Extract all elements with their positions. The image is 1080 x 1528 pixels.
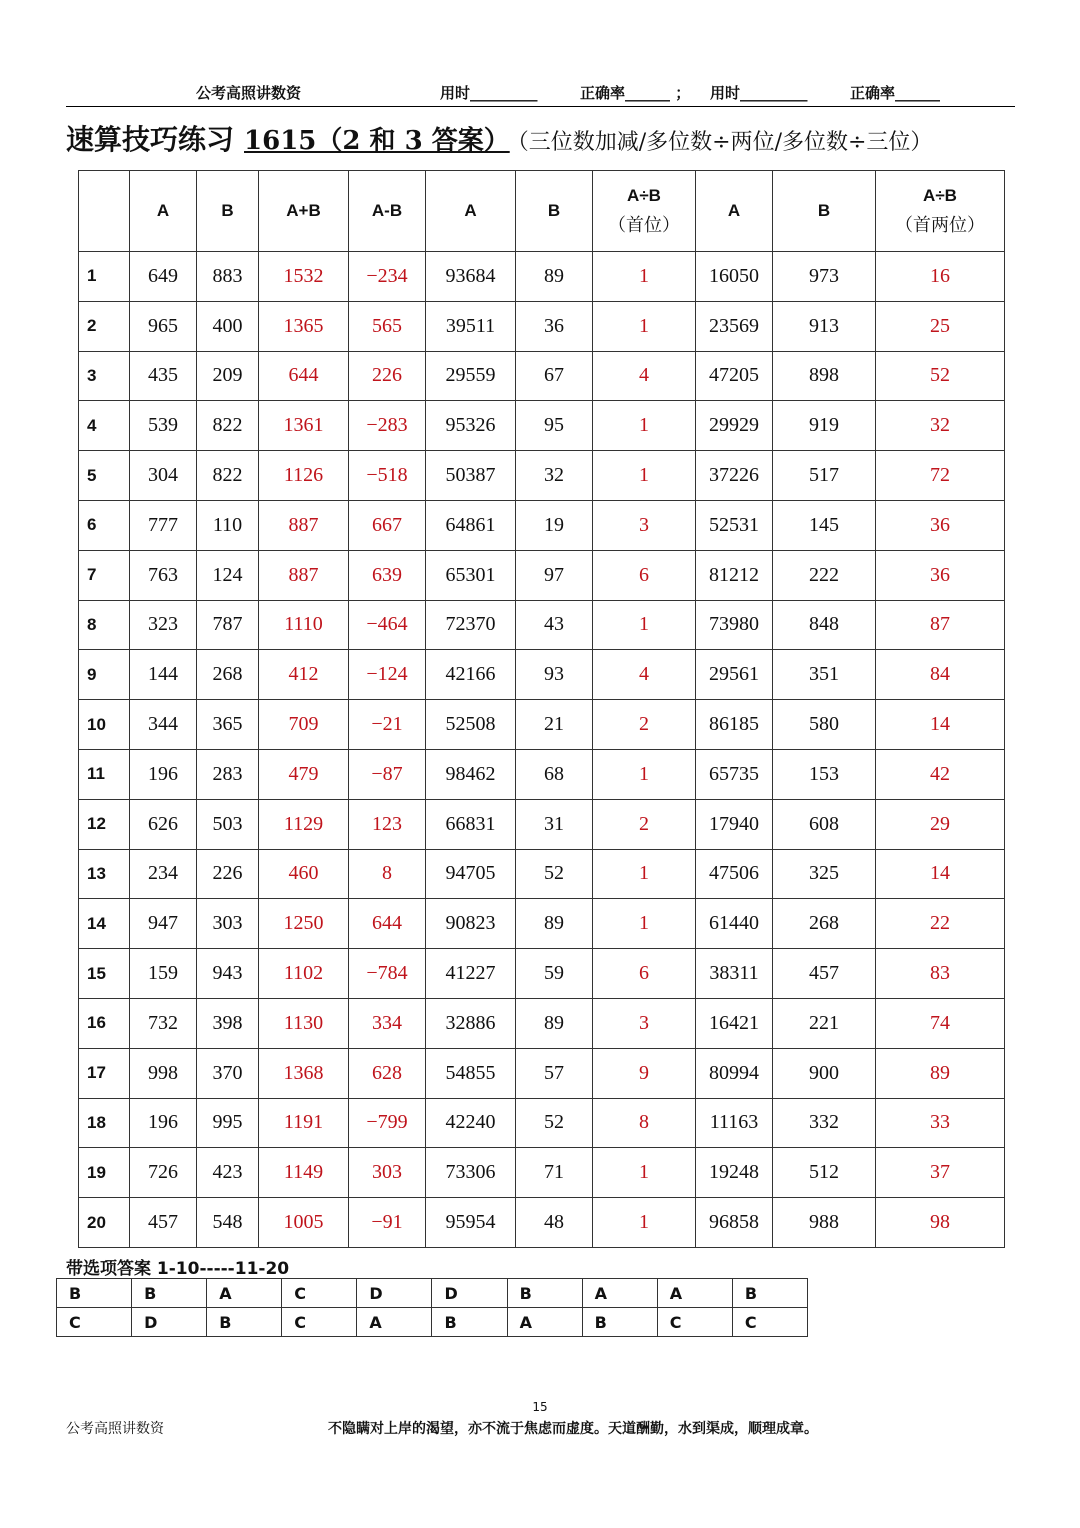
div1-answer: 6 <box>593 550 696 600</box>
a3-value: 38311 <box>696 949 773 999</box>
b2-value: 48 <box>516 1198 593 1248</box>
table-row <box>79 650 1005 700</box>
header-brand: 公考高照讲数资 <box>196 84 302 102</box>
a2-value: 66831 <box>426 799 516 849</box>
a3-value: 96858 <box>696 1198 773 1248</box>
sum-answer: 1129 <box>259 799 349 849</box>
b2-value: 89 <box>516 252 593 302</box>
options-row-11-20 <box>57 1308 808 1337</box>
option-answer-cell: B <box>732 1279 807 1308</box>
row-index: 3 <box>79 351 130 401</box>
option-answer-cell: B <box>207 1308 282 1337</box>
diff-answer: −799 <box>349 1098 426 1148</box>
row-index: 9 <box>79 650 130 700</box>
a3-value: 37226 <box>696 451 773 501</box>
sum-answer: 887 <box>259 550 349 600</box>
a1-value: 947 <box>130 899 197 949</box>
practice-table <box>78 170 1005 1248</box>
a2-value: 64861 <box>426 500 516 550</box>
a1-value: 726 <box>130 1148 197 1198</box>
a3-value: 29929 <box>696 401 773 451</box>
a2-value: 42240 <box>426 1098 516 1148</box>
a3-value: 52531 <box>696 500 773 550</box>
b3-value: 221 <box>773 998 876 1048</box>
div1-answer: 6 <box>593 949 696 999</box>
worksheet-header <box>0 82 1080 102</box>
row-index: 10 <box>79 700 130 750</box>
div2-answer: 16 <box>876 252 1005 302</box>
div1-answer: 8 <box>593 1098 696 1148</box>
option-answer-cell: C <box>282 1308 357 1337</box>
a1-value: 234 <box>130 849 197 899</box>
table-row <box>79 301 1005 351</box>
b3-value: 268 <box>773 899 876 949</box>
b1-value: 124 <box>197 550 259 600</box>
a2-value: 54855 <box>426 1048 516 1098</box>
sum-answer: 1126 <box>259 451 349 501</box>
div1-answer: 1 <box>593 401 696 451</box>
a3-value: 65735 <box>696 749 773 799</box>
sum-answer: 1532 <box>259 252 349 302</box>
b2-value: 21 <box>516 700 593 750</box>
b3-value: 512 <box>773 1148 876 1198</box>
b2-value: 43 <box>516 600 593 650</box>
table-row <box>79 799 1005 849</box>
table-row <box>79 949 1005 999</box>
div2-answer: 14 <box>876 700 1005 750</box>
row-index: 13 <box>79 849 130 899</box>
b2-value: 31 <box>516 799 593 849</box>
div2-answer: 33 <box>876 1098 1005 1148</box>
b3-value: 325 <box>773 849 876 899</box>
option-answer-cell: B <box>507 1279 582 1308</box>
option-answer-cell: B <box>432 1308 507 1337</box>
a2-value: 29559 <box>426 351 516 401</box>
option-answer-cell: A <box>357 1308 432 1337</box>
diff-answer: −518 <box>349 451 426 501</box>
diff-answer: 334 <box>349 998 426 1048</box>
b3-value: 580 <box>773 700 876 750</box>
sum-answer: 887 <box>259 500 349 550</box>
a3-value: 16050 <box>696 252 773 302</box>
header-accuracy-2: 正确率______ <box>850 84 941 102</box>
row-index: 11 <box>79 749 130 799</box>
a3-value: 11163 <box>696 1098 773 1148</box>
sum-answer: 479 <box>259 749 349 799</box>
table-row <box>79 849 1005 899</box>
sum-answer: 460 <box>259 849 349 899</box>
a3-value: 29561 <box>696 650 773 700</box>
sum-answer: 1102 <box>259 949 349 999</box>
table-row <box>79 500 1005 550</box>
diff-answer: 639 <box>349 550 426 600</box>
page-number: 15 <box>532 1400 548 1414</box>
option-answer-cell: B <box>132 1279 207 1308</box>
sum-answer: 1368 <box>259 1048 349 1098</box>
a1-value: 626 <box>130 799 197 849</box>
table-row <box>79 451 1005 501</box>
sum-answer: 1250 <box>259 899 349 949</box>
col-header-div2-sub: （首两位） <box>895 215 985 236</box>
b2-value: 59 <box>516 949 593 999</box>
b1-value: 370 <box>197 1048 259 1098</box>
diff-answer: −784 <box>349 949 426 999</box>
b3-value: 973 <box>773 252 876 302</box>
a1-value: 457 <box>130 1198 197 1248</box>
row-index: 6 <box>79 500 130 550</box>
a2-value: 72370 <box>426 600 516 650</box>
a1-value: 649 <box>130 252 197 302</box>
col-header-div1 <box>593 171 696 252</box>
diff-answer: −124 <box>349 650 426 700</box>
table-row <box>79 899 1005 949</box>
col-header-diff: A-B <box>349 171 426 252</box>
a1-value: 435 <box>130 351 197 401</box>
b2-value: 32 <box>516 451 593 501</box>
row-index: 12 <box>79 799 130 849</box>
b1-value: 943 <box>197 949 259 999</box>
b2-value: 36 <box>516 301 593 351</box>
sum-answer: 412 <box>259 650 349 700</box>
col-header-div1-label: A÷B <box>627 186 661 205</box>
option-answer-cell: D <box>357 1279 432 1308</box>
a3-value: 80994 <box>696 1048 773 1098</box>
col-header-b1: B <box>197 171 259 252</box>
div1-answer: 9 <box>593 1048 696 1098</box>
b1-value: 365 <box>197 700 259 750</box>
div2-answer: 74 <box>876 998 1005 1048</box>
option-answer-cell: C <box>657 1308 732 1337</box>
a3-value: 47205 <box>696 351 773 401</box>
sum-answer: 1361 <box>259 401 349 451</box>
div2-answer: 29 <box>876 799 1005 849</box>
diff-answer: −91 <box>349 1198 426 1248</box>
row-index: 4 <box>79 401 130 451</box>
b2-value: 52 <box>516 849 593 899</box>
col-header-a1: A <box>130 171 197 252</box>
b2-value: 52 <box>516 1098 593 1148</box>
a2-value: 73306 <box>426 1148 516 1198</box>
table-row <box>79 700 1005 750</box>
b2-value: 97 <box>516 550 593 600</box>
div1-answer: 1 <box>593 1148 696 1198</box>
div2-answer: 42 <box>876 749 1005 799</box>
a2-value: 41227 <box>426 949 516 999</box>
diff-answer: −21 <box>349 700 426 750</box>
diff-answer: 303 <box>349 1148 426 1198</box>
a2-value: 42166 <box>426 650 516 700</box>
a2-value: 93684 <box>426 252 516 302</box>
table-row <box>79 600 1005 650</box>
row-index: 8 <box>79 600 130 650</box>
div1-answer: 1 <box>593 1198 696 1248</box>
b1-value: 283 <box>197 749 259 799</box>
div1-answer: 2 <box>593 799 696 849</box>
row-index: 20 <box>79 1198 130 1248</box>
title-main: 速算技巧练习 <box>66 123 235 156</box>
b2-value: 89 <box>516 899 593 949</box>
diff-answer: 123 <box>349 799 426 849</box>
sum-answer: 1005 <box>259 1198 349 1248</box>
row-index: 17 <box>79 1048 130 1098</box>
options-title: 带选项答案 1-10-----11-20 <box>66 1259 290 1279</box>
div2-answer: 52 <box>876 351 1005 401</box>
row-index: 14 <box>79 899 130 949</box>
diff-answer: −283 <box>349 401 426 451</box>
a1-value: 159 <box>130 949 197 999</box>
div1-answer: 1 <box>593 749 696 799</box>
page-title <box>66 118 1066 158</box>
a1-value: 144 <box>130 650 197 700</box>
a1-value: 998 <box>130 1048 197 1098</box>
a3-value: 47506 <box>696 849 773 899</box>
options-answer-table <box>56 1278 808 1337</box>
div1-answer: 1 <box>593 301 696 351</box>
div2-answer: 37 <box>876 1148 1005 1198</box>
a3-value: 86185 <box>696 700 773 750</box>
a2-value: 32886 <box>426 998 516 1048</box>
sum-answer: 644 <box>259 351 349 401</box>
a2-value: 94705 <box>426 849 516 899</box>
option-answer-cell: B <box>57 1279 132 1308</box>
b3-value: 351 <box>773 650 876 700</box>
a1-value: 196 <box>130 1098 197 1148</box>
row-index: 15 <box>79 949 130 999</box>
option-answer-cell: A <box>507 1308 582 1337</box>
a3-value: 73980 <box>696 600 773 650</box>
b3-value: 919 <box>773 401 876 451</box>
option-answer-cell: D <box>132 1308 207 1337</box>
b1-value: 822 <box>197 401 259 451</box>
b3-value: 517 <box>773 451 876 501</box>
b1-value: 303 <box>197 899 259 949</box>
div1-answer: 1 <box>593 252 696 302</box>
div2-answer: 22 <box>876 899 1005 949</box>
a1-value: 965 <box>130 301 197 351</box>
diff-answer: 644 <box>349 899 426 949</box>
table-row <box>79 749 1005 799</box>
b3-value: 608 <box>773 799 876 849</box>
a3-value: 16421 <box>696 998 773 1048</box>
row-index: 16 <box>79 998 130 1048</box>
footer-brand: 公考高照讲数资 <box>66 1421 164 1437</box>
b2-value: 89 <box>516 998 593 1048</box>
col-header-sum: A+B <box>259 171 349 252</box>
b3-value: 153 <box>773 749 876 799</box>
div1-answer: 1 <box>593 849 696 899</box>
sum-answer: 1130 <box>259 998 349 1048</box>
options-row-1-10 <box>57 1279 808 1308</box>
b1-value: 883 <box>197 252 259 302</box>
b3-value: 222 <box>773 550 876 600</box>
row-index: 7 <box>79 550 130 600</box>
div2-answer: 72 <box>876 451 1005 501</box>
table-row <box>79 1098 1005 1148</box>
title-code: 1615（2 和 3 答案） <box>244 126 510 156</box>
sum-answer: 709 <box>259 700 349 750</box>
b1-value: 423 <box>197 1148 259 1198</box>
diff-answer: −234 <box>349 252 426 302</box>
a1-value: 344 <box>130 700 197 750</box>
b1-value: 822 <box>197 451 259 501</box>
table-row <box>79 998 1005 1048</box>
a2-value: 90823 <box>426 899 516 949</box>
table-row <box>79 1148 1005 1198</box>
a1-value: 777 <box>130 500 197 550</box>
div2-answer: 83 <box>876 949 1005 999</box>
sum-answer: 1365 <box>259 301 349 351</box>
div1-answer: 4 <box>593 650 696 700</box>
a1-value: 539 <box>130 401 197 451</box>
diff-answer: −87 <box>349 749 426 799</box>
div2-answer: 87 <box>876 600 1005 650</box>
option-answer-cell: B <box>582 1308 657 1337</box>
a1-value: 323 <box>130 600 197 650</box>
diff-answer: 565 <box>349 301 426 351</box>
a1-value: 304 <box>130 451 197 501</box>
a2-value: 39511 <box>426 301 516 351</box>
title-description: （三位数加减/多位数÷两位/多位数÷三位） <box>517 130 933 155</box>
b3-value: 900 <box>773 1048 876 1098</box>
footer-motto: 不隐瞒对上岸的渴望，亦不流于焦虑而虚度。天道酬勤，水到渠成，顺理成章。 <box>328 1421 818 1437</box>
div1-answer: 1 <box>593 451 696 501</box>
b1-value: 226 <box>197 849 259 899</box>
b3-value: 848 <box>773 600 876 650</box>
b1-value: 548 <box>197 1198 259 1248</box>
a3-value: 17940 <box>696 799 773 849</box>
div2-answer: 14 <box>876 849 1005 899</box>
a3-value: 61440 <box>696 899 773 949</box>
div1-answer: 4 <box>593 351 696 401</box>
b2-value: 68 <box>516 749 593 799</box>
div2-answer: 84 <box>876 650 1005 700</box>
option-answer-cell: A <box>207 1279 282 1308</box>
col-header-a3: A <box>696 171 773 252</box>
table-row <box>79 1198 1005 1248</box>
a3-value: 81212 <box>696 550 773 600</box>
table-row <box>79 1048 1005 1098</box>
b3-value: 145 <box>773 500 876 550</box>
sum-answer: 1110 <box>259 600 349 650</box>
table-header-row <box>79 171 1005 252</box>
col-header-a2: A <box>426 171 516 252</box>
diff-answer: 8 <box>349 849 426 899</box>
b1-value: 787 <box>197 600 259 650</box>
div1-answer: 1 <box>593 600 696 650</box>
diff-answer: 667 <box>349 500 426 550</box>
div2-answer: 32 <box>876 401 1005 451</box>
a2-value: 65301 <box>426 550 516 600</box>
b1-value: 995 <box>197 1098 259 1148</box>
div2-answer: 98 <box>876 1198 1005 1248</box>
b2-value: 67 <box>516 351 593 401</box>
div2-answer: 36 <box>876 550 1005 600</box>
a2-value: 50387 <box>426 451 516 501</box>
b1-value: 503 <box>197 799 259 849</box>
a1-value: 763 <box>130 550 197 600</box>
header-time-2: 用时_________ <box>710 84 808 102</box>
b1-value: 209 <box>197 351 259 401</box>
b1-value: 110 <box>197 500 259 550</box>
col-header-b2: B <box>516 171 593 252</box>
b3-value: 988 <box>773 1198 876 1248</box>
b3-value: 913 <box>773 301 876 351</box>
a3-value: 19248 <box>696 1148 773 1198</box>
b2-value: 95 <box>516 401 593 451</box>
row-index: 1 <box>79 252 130 302</box>
option-answer-cell: A <box>582 1279 657 1308</box>
b3-value: 332 <box>773 1098 876 1148</box>
div1-answer: 3 <box>593 500 696 550</box>
div2-answer: 25 <box>876 301 1005 351</box>
a2-value: 98462 <box>426 749 516 799</box>
b3-value: 457 <box>773 949 876 999</box>
table-row <box>79 550 1005 600</box>
option-answer-cell: C <box>282 1279 357 1308</box>
option-answer-cell: D <box>432 1279 507 1308</box>
a2-value: 95954 <box>426 1198 516 1248</box>
col-header-div2-label: A÷B <box>923 186 957 205</box>
table-row <box>79 252 1005 302</box>
div2-answer: 89 <box>876 1048 1005 1098</box>
a3-value: 23569 <box>696 301 773 351</box>
diff-answer: 628 <box>349 1048 426 1098</box>
option-answer-cell: C <box>732 1308 807 1337</box>
option-answer-cell: C <box>57 1308 132 1337</box>
col-header-b3: B <box>773 171 876 252</box>
div1-answer: 1 <box>593 899 696 949</box>
b1-value: 398 <box>197 998 259 1048</box>
div1-answer: 2 <box>593 700 696 750</box>
row-index: 18 <box>79 1098 130 1148</box>
b2-value: 19 <box>516 500 593 550</box>
col-header-div2 <box>876 171 1005 252</box>
div1-answer: 3 <box>593 998 696 1048</box>
b2-value: 93 <box>516 650 593 700</box>
row-index: 5 <box>79 451 130 501</box>
b2-value: 57 <box>516 1048 593 1098</box>
col-header-div1-sub: （首位） <box>608 215 680 236</box>
b1-value: 268 <box>197 650 259 700</box>
row-index: 19 <box>79 1148 130 1198</box>
b3-value: 898 <box>773 351 876 401</box>
diff-answer: −464 <box>349 600 426 650</box>
a2-value: 52508 <box>426 700 516 750</box>
b1-value: 400 <box>197 301 259 351</box>
sum-answer: 1191 <box>259 1098 349 1148</box>
table-row <box>79 351 1005 401</box>
div2-answer: 36 <box>876 500 1005 550</box>
a1-value: 196 <box>130 749 197 799</box>
header-time-1: 用时_________ <box>440 84 538 102</box>
row-index: 2 <box>79 301 130 351</box>
table-row <box>79 401 1005 451</box>
a1-value: 732 <box>130 998 197 1048</box>
col-header-index <box>79 171 130 252</box>
header-accuracy-1: 正确率______ ； <box>580 84 691 102</box>
option-answer-cell: A <box>657 1279 732 1308</box>
b2-value: 71 <box>516 1148 593 1198</box>
diff-answer: 226 <box>349 351 426 401</box>
header-divider <box>66 106 1015 107</box>
a2-value: 95326 <box>426 401 516 451</box>
sum-answer: 1149 <box>259 1148 349 1198</box>
